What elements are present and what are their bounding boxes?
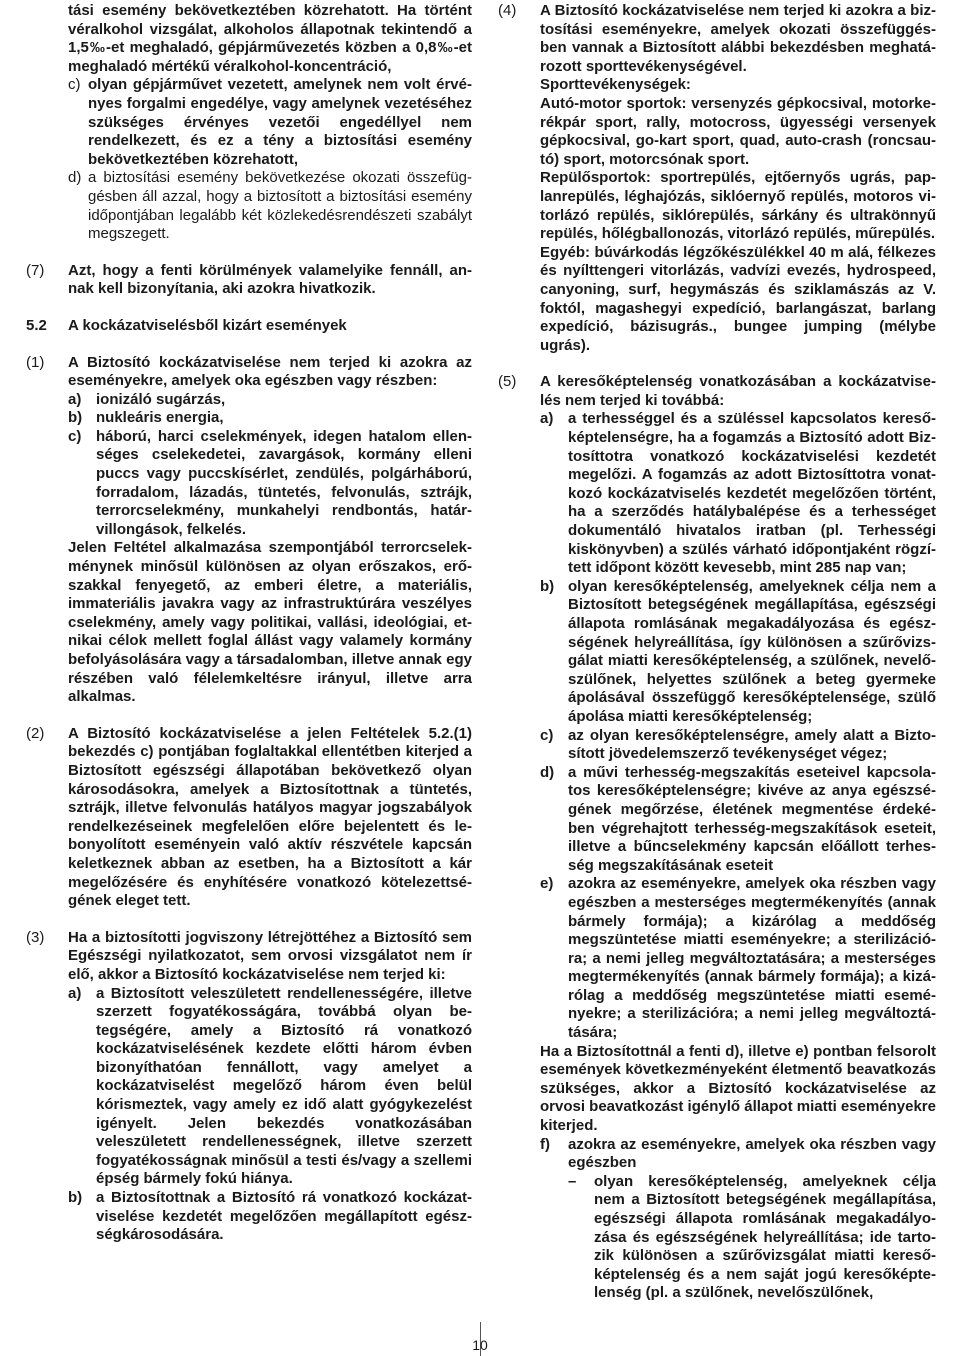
- list-item: [540, 410, 936, 577]
- section-paragraph: Autó-motor sportok: versenyzés gépkocsival, motorkerékpár sport, rally, motocross, ügyességi versenyek gépkocsival, go-kart sport, quad, auto-crash (roncsautó) sport, motorcsónak sport.: [540, 94, 936, 168]
- list-text: azokra az eseményekre, amelyek oka részben vagy egészben a mesterséges megtermékenyítés (annak bármely formája); a kizárólag a meddőség megszüntetése miatti eseményekre; a sterilizációra; a nemi jelleg megváltoztatására; a mesterséges megtermékenyítés (annak bármely formája); a kizárólag a meddőség megszüntetése miatti eseményekre; a sterilizációra; a nemi jelleg megváltoztátására;: [568, 875, 936, 1042]
- list-text: a biztosítási esemény bekövetkezése okozati összefüggésben áll azzal, hogy a biztosított a biztosítási esemény időpontjában legalább két közlekedésrendészeti szabályt megszegett.: [88, 169, 472, 243]
- list-text: a terhességgel és a szüléssel kapcsolatos keresőképtelenségre, ha a fogamzás a Biztosító adott Biztosíttotra vonatkozó kockázatviselési kezdetét megelőzi. A fogamzás az adott Biztosíttotra vonatkozó kockázatviselés kezdetét megelőzően történt, ha a szerződés hatálybalépése és a terhességet dokumentáló hivatalos iratban (pl. Terhességi kiskönyvben) a szülés várható időpontjaként rögzített időpont között kevesebb, mint 285 nap van;: [568, 410, 936, 577]
- list-label: f): [540, 1135, 550, 1153]
- list-item: [68, 1189, 472, 1245]
- list-text: ionizáló sugárzás,: [96, 390, 226, 408]
- list-label: b): [68, 409, 83, 427]
- list-text: a művi terhesség-megszakítás eseteivel kapcsolatos keresőképtelenségre; kivéve az anya egészségének megőrzése, életének megmentése érdekében végrehajtott terhesség-megszakítások eseteit, illetve a bűncselekmény kapcsán előállott terhesség megszakításának eseteit: [568, 763, 936, 874]
- list-item: [68, 428, 472, 540]
- list-item: [540, 764, 936, 876]
- list-label: d): [540, 763, 555, 781]
- section-1: [26, 354, 472, 707]
- section-text: A Biztosító kockázatviselése a jelen Feltételek 5.2.(1) bekezdés c) pontjában foglaltakkal ellentétben kiterjed a Biztosított egészségi állapotában bekövetkező olyan károsodásokra, amelyek a Biztosítottnak a tüntetés, sztrájk, illetve felvonulás hatályos magyar jogszabályok rendelkezéseinek megfelelően előre bejelentett és lebonyolított eseményein való aktív részvétele kapcsán keletkeznek abban az esetben, ha a Biztosított a kár megelőzésére és enyhítésére vonatkozó kötelezettségének eleget tett.: [68, 724, 472, 910]
- list-item: [540, 875, 936, 1042]
- list-text: háború, harci cselekmények, idegen hatalom ellenséges cselekedetei, zavargások, kormány elleni puccs vagy puccskísérlet, zendülés, polgárháború, forradalom, lázadás, tüntetés, felvonulás, sztrájk, terrorcselekmény, munkahelyi rendbontás, határvillongások, felkelés.: [96, 427, 472, 538]
- section-paragraph: A Biztosító kockázatviselése nem terjed ki azokra a biztosítási eseményekre, amelyek okozati összefüggésben vannak a Biztosított alábbi bekezdésben meghatározott sporttevékenységével.: [540, 2, 936, 75]
- list-label: b): [540, 577, 555, 595]
- section-number: (4): [498, 2, 517, 19]
- intro-text: tási esemény bekövetkeztében közrehatott. Ha történt véralkohol vizsgálat, alkoholos állapotnak tekintendő a 1,5‰-et meghaladó, gépjárművezetés közben a 0,8‰-et meghaladó mértékű véralkohol-koncentráció,: [68, 2, 472, 75]
- list-item-d: [68, 169, 472, 243]
- list-item: [68, 409, 472, 428]
- list-item: [68, 985, 472, 1190]
- section-heading-5-2: [26, 317, 472, 336]
- dash-text: olyan keresőképtelenség, amelyeknek célja nem a Biztosított betegségének megállapítása, egészségi állapota romlásának megakadályozása és egészségének helyreállítása; ide tartozik különösen a szűrővizsgálat miatti keresőképtelenség és a nem saját jogú keresőképtelenség (pl. a szülőnek, nevelőszülőnek,: [594, 1172, 936, 1302]
- list-item-c: [68, 76, 472, 169]
- list-label: c): [68, 76, 81, 94]
- list-item: [540, 727, 936, 764]
- section-number: (7): [26, 261, 45, 279]
- section-number: (5): [498, 373, 517, 391]
- list-text: a Biztosítottnak a Biztosító rá vonatkozó kockázatviselése kezdetét megelőzően megállapított egészségkárosodására.: [96, 1189, 472, 1244]
- section-2: [26, 725, 472, 911]
- dash-item: [540, 1173, 936, 1303]
- list-text: a Biztosított veleszületett rendellenességére, illetve szerzett fogyatékosságára, továbbá olyan betegségére, amely a Biztosító rá vonatkozó kockázatviselésének kezdete előtti három évben bizonyíthatóan fennállott, vagy amelyet a kockázatviselést megelőző három éven belül kórismeztek, vagy amely ez idő alatt gyógykezelést igényelt. Jelen bekezdés vonatkozásában veleszületett rendellenességnek, illetve szerzett fogyatékosságnak minősül a testi és/vagy a szellemi épség bármely fokú hiánya.: [96, 984, 472, 1188]
- list-label: b): [68, 1189, 83, 1207]
- list-item: [540, 578, 936, 727]
- list-label: c): [68, 427, 82, 445]
- dash-label: –: [568, 1172, 577, 1190]
- heading-text: A kockázatviselésből kizárt események: [68, 316, 347, 334]
- list-text: azokra az eseményekre, amelyek oka részben vagy egészben: [568, 1135, 936, 1172]
- section-paragraph: Sporttevékenységek:: [540, 76, 691, 94]
- list-text: olyan keresőképtelenség, amelyeknek célja nem a Biztosított betegségének megállapítása, egészségi állapota romlásának megakadályozása és egészségének helyreállítása, így különösen a szűrővizsgálat miatti keresőképtelenség, a szülőnek, nevelőszülőnek, helyettes szülőnek a beteg gyermeke ápolásával összefüggő keresőképtelensége, szülő ápolása miatti keresőképtelenség;: [568, 577, 936, 725]
- list-label: d): [68, 169, 82, 187]
- list-text: olyan gépjárművet vezetett, amelynek nem volt érvényes forgalmi engedélye, vagy amelynek vezetéséhez szükséges érvényes vezetői engedéllyel nem rendelkezett, és ez a tény a biztosítási esemény bekövetkeztében közrehatott,: [88, 76, 472, 168]
- list-label: e): [540, 875, 554, 893]
- section-paragraph: Egyéb: búvárkodás légzőkészülékkel 40 m alá, félkezes és nyílttengeri vitorlázás, vadvízi evezés, hydrospeed, canyoning, surf, hegymászás és sziklamászás az V. foktól, magashegyi expedíció, barlangászat, barlang expedíció, bázisugrás., bungee jumping (mélybe ugrás).: [540, 243, 936, 354]
- section-3: [26, 929, 472, 1245]
- section-number: (1): [26, 353, 45, 371]
- section-number: (2): [26, 724, 45, 742]
- section-intro: A keresőképtelenség vonatkozásában a kockázatviselés nem terjed ki továbbá:: [540, 373, 936, 409]
- list-text: az olyan keresőképtelenségre, amely alatt a Biztosított jövedelemszerző tevékenységet végez;: [568, 726, 936, 763]
- section-note: Ha a Biztosítottnál a fenti d), illetve e) pontban felsorolt események következményeként életmentő beavatkozás szükséges, akkor a Biztosító kockázatviselése az orvosi beavatkozást igénylő állapot miatti eseményekre kiterjed.: [540, 1042, 936, 1135]
- section-paragraph: Repülősportok: sportrepülés, ejtőernyős ugrás, paplanrepülés, léghajózás, siklóernyő repülés, motoros vitorlázó repülés, siklórepülés, sárkány és ultrakönnyű repülés, hőlégballonozás, vitorlázó repülés, műrepülés.: [540, 169, 936, 243]
- intro-continuation: [26, 2, 472, 244]
- heading-number: 5.2: [26, 316, 47, 334]
- section-4: [498, 2, 936, 355]
- right-column: [498, 2, 936, 1321]
- section-text: Azt, hogy a fenti körülmények valamelyike fennáll, annak kell bizonyítania, aki azokra hivatkozik.: [68, 261, 472, 298]
- section-5: [498, 373, 936, 1303]
- page-number: 10: [472, 1337, 488, 1353]
- section-intro: A Biztosító kockázatviselése nem terjed ki azokra az eseményekre, amelyek oka egészben vagy részben:: [68, 353, 472, 390]
- section-note: Jelen Feltétel alkalmazása szempontjából terrorcselekménynek minősül különösen az olyan erőszakos, erőszakkal fenyegető, az emberi életre, a materiális, immateriális javakra vagy az infrastruktúrára veszélyes cselekmény, amely vagy politikai, vallási, ideológiai, etnikai célok mellett foglal állást vagy valamely kormány befolyásolására vagy a társadalomban, illetve annak egy részében való félelemkeltésre irányul, illetve arra alkalmas.: [68, 539, 472, 706]
- section-intro: Ha a biztosítotti jogviszony létrejöttéhez a Biztosító sem Egészségi nyilatkozatot, sem orvosi vizsgálatot nem ír elő, akkor a Biztosító kockázatviselése nem terjed ki:: [68, 928, 472, 983]
- section-number: (3): [26, 928, 45, 946]
- list-item: [68, 391, 472, 410]
- list-label: c): [540, 726, 554, 744]
- section-7: [26, 262, 472, 299]
- list-label: a): [540, 410, 554, 428]
- list-label: a): [68, 984, 82, 1002]
- left-column: [26, 2, 472, 1263]
- list-text: nukleáris energia,: [96, 409, 224, 427]
- list-item-f: [540, 1136, 936, 1173]
- list-label: a): [68, 390, 82, 408]
